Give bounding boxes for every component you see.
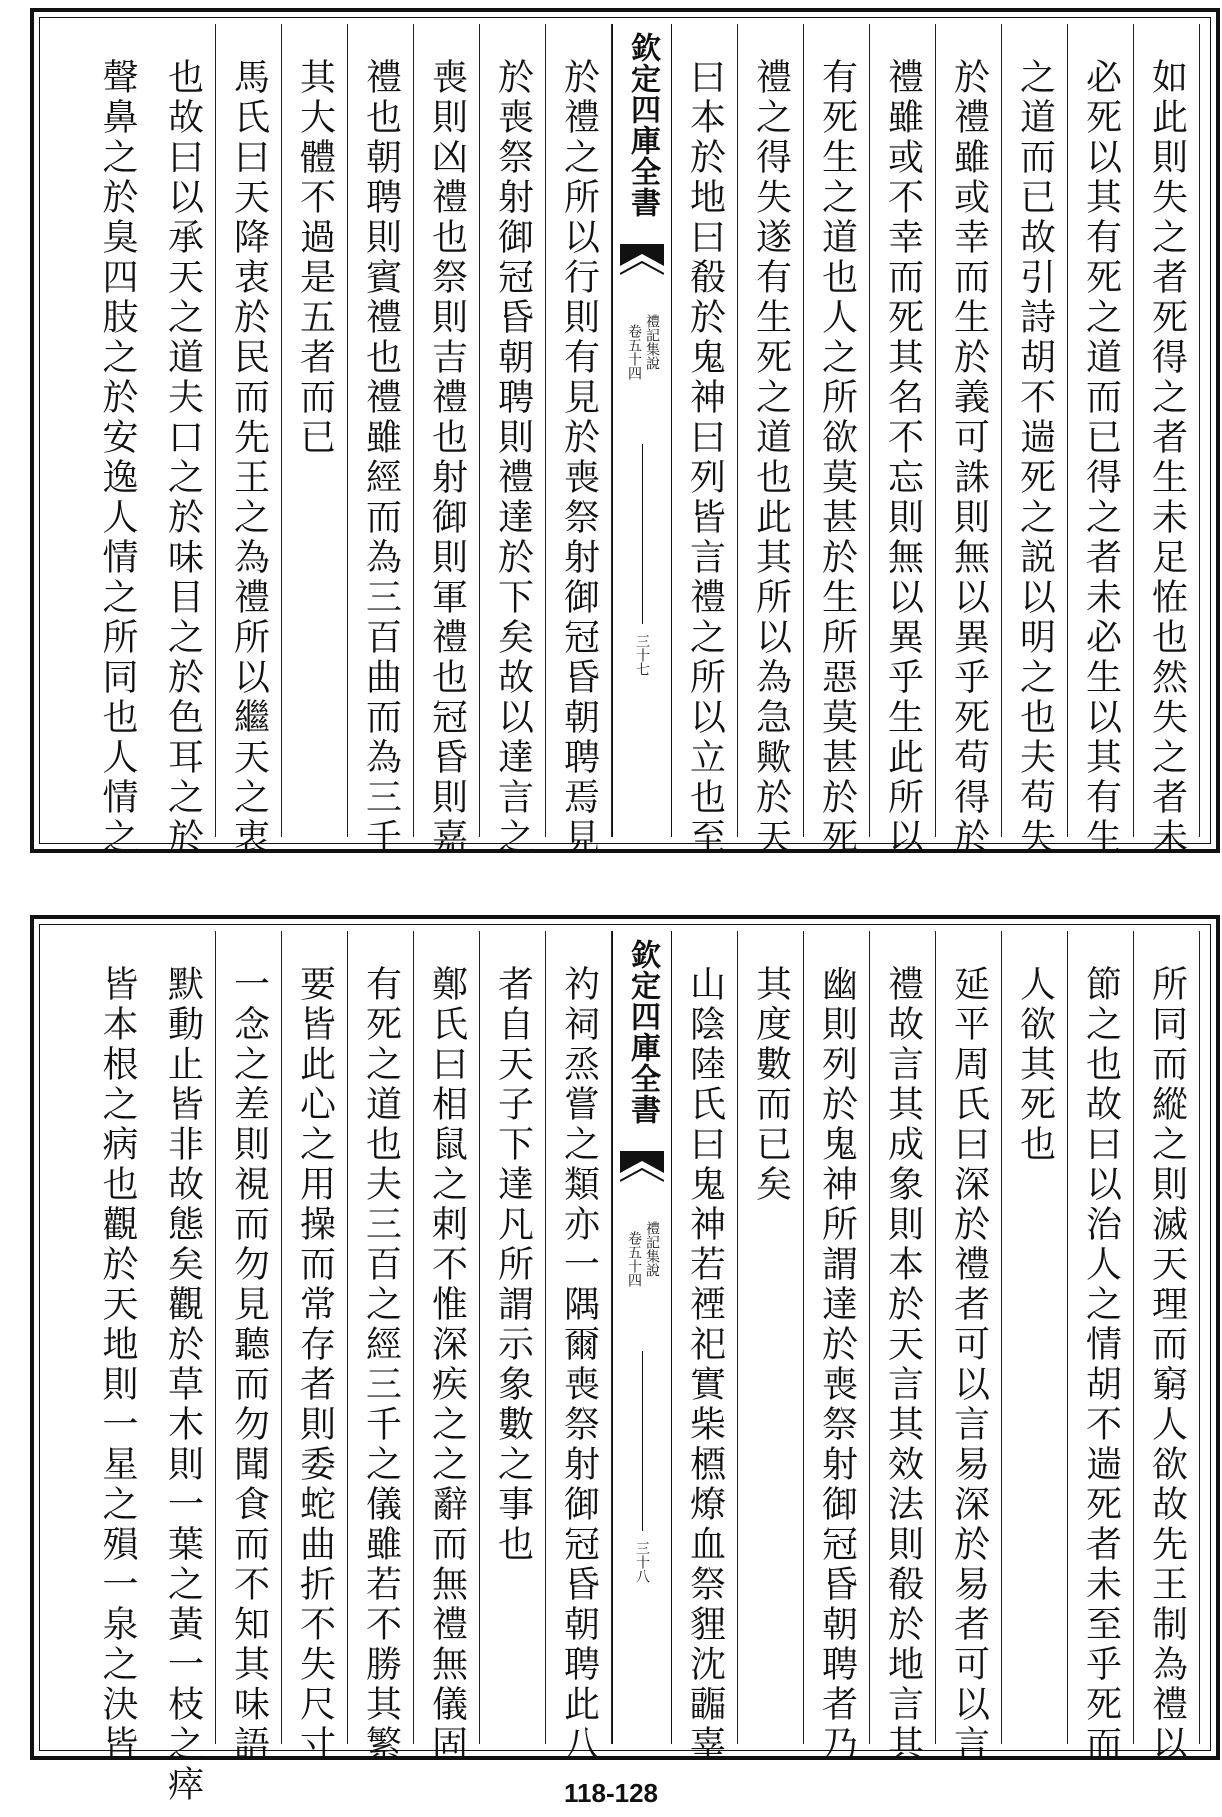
text-column: 馬氏曰天降衷於民而先王之為禮所以繼天之衷: [216, 24, 282, 837]
volume-number: 卷五十四: [626, 324, 642, 380]
text-column: 禮故言其成象則本於天言其效法則殽於地言其: [870, 931, 936, 1744]
text-column: 喪則凶禮也祭則吉禮也射御則軍禮也冠昏則嘉: [414, 24, 480, 837]
text-column: 曰本於地曰殽於鬼神曰列皆言禮之所以立也至: [672, 24, 738, 837]
text-column: 也故曰以承天之道夫口之於味目之於色耳之於: [150, 24, 216, 837]
text-column: 幽則列於鬼神所謂達於喪祭射御冠昏朝聘者乃: [804, 931, 870, 1744]
volume-number: 卷五十四: [626, 1231, 642, 1287]
center-rule: [642, 444, 643, 624]
text-column: 之道而已故引詩胡不遄死之説以明之也夫苟失: [1002, 24, 1068, 837]
text-column: 山陰陸氏曰鬼神若禋祀實柴槱燎血祭貍沈疈辜: [672, 931, 738, 1744]
text-column: 禮之得失遂有生死之道也此其所以為急歟於天: [738, 24, 804, 837]
text-column: 礿祠烝嘗之類亦一隅爾喪祭射御冠昏朝聘此八: [546, 931, 612, 1744]
book-title: 禮記集說: [644, 314, 660, 370]
text-column: 皆本根之病也觀於天地則一星之殞一泉之決皆: [97, 965, 138, 1765]
text-column: 其度數而已矣: [738, 931, 804, 1744]
text-column: 延平周氏曰深於禮者可以言易深於易者可以言: [936, 931, 1002, 1744]
text-column: 禮也朝聘則賓禮也禮雖經而為三百曲而為三千: [348, 24, 414, 837]
center-rule: [642, 1351, 643, 1531]
text-column: 於禮雖或幸而生於義可誅則無以異乎死苟得於: [936, 24, 1002, 837]
leaf-number: 三十七: [634, 634, 650, 676]
book-page-upper: [30, 8, 1220, 858]
center-margin: [612, 24, 672, 837]
text-column: 聲鼻之於臭四肢之於安逸人情之所同也人情之: [97, 58, 138, 858]
page-reference-number: 118-128: [564, 1778, 658, 1808]
text-column: 有死之道也夫三百之經三千之儀雖若不勝其繁: [348, 931, 414, 1744]
text-column: 如此則失之者死得之者生未足恠也然失之者未: [1134, 24, 1200, 837]
book-title: 禮記集說: [644, 1221, 660, 1277]
fish-tail-mark-icon: [620, 244, 664, 284]
text-column: 其大體不過是五者而已: [282, 24, 348, 837]
center-margin: [612, 931, 672, 1744]
text-column: 所同而縱之則滅天理而窮人欲故先王制為禮以: [1134, 931, 1200, 1744]
text-column: 節之也故曰以治人之情胡不遄死者未至乎死而: [1068, 931, 1134, 1744]
collection-title: 欽定四庫全書: [625, 32, 660, 218]
text-column: 禮雖或不幸而死其名不忘則無以異乎生此所以: [870, 24, 936, 837]
leaf-number: 三十八: [634, 1541, 650, 1583]
text-column: 要皆此心之用操而常存者則委蛇曲折不失尺寸: [282, 931, 348, 1744]
text-column: 於喪祭射御冠昏朝聘則禮達於下矣故以達言之: [480, 24, 546, 837]
text-column: 鄭氏曰相鼠之剌不惟深疾之之辭而無禮無儀固: [414, 931, 480, 1744]
text-column: 默動止皆非故態矣觀於草木則一葉之黃一枝之瘁: [150, 931, 216, 1744]
text-column: 有死生之道也人之所欲莫甚於生所惡莫甚於死: [804, 24, 870, 837]
text-column: 必死以其有死之道而已得之者未必生以其有生: [1068, 24, 1134, 837]
text-column: 人欲其死也: [1002, 931, 1068, 1744]
text-column: 者自天子下達凡所謂示象數之事也: [480, 931, 546, 1744]
fish-tail-mark-icon: [620, 1151, 664, 1191]
text-frame: [50, 24, 1200, 858]
text-column: 一念之差則視而勿見聽而勿聞食而不知其味語: [216, 931, 282, 1744]
text-column: 於禮之所以行則有見於喪祭射御冠昏朝聘焉見: [546, 24, 612, 837]
collection-title: 欽定四庫全書: [625, 939, 660, 1125]
